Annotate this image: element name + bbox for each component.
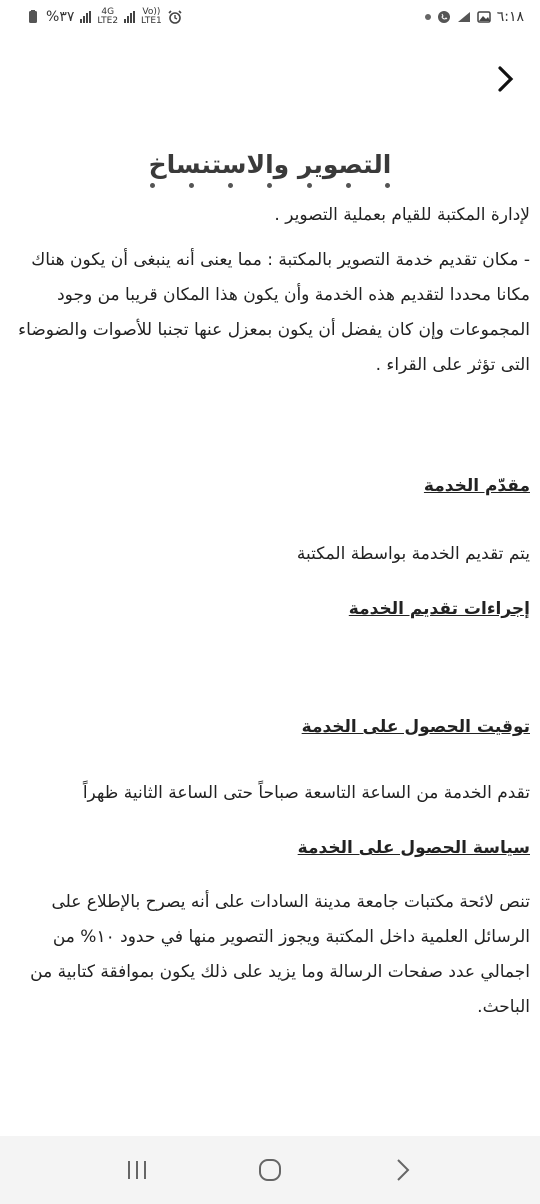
section-heading: توقيت الحصول على الخدمة bbox=[301, 717, 530, 737]
page-title: التصوير والاستنساخ bbox=[148, 150, 392, 179]
nav-recents-button[interactable] bbox=[122, 1155, 152, 1185]
recents-icon bbox=[125, 1159, 149, 1181]
paragraph: يتم تقديم الخدمة بواسطة المكتبة bbox=[296, 544, 530, 564]
section-heading: مقدّم الخدمة bbox=[423, 476, 530, 496]
chevron-right-icon bbox=[497, 65, 515, 93]
signal-bars-icon bbox=[124, 11, 135, 23]
paragraph: لإدارة المكتبة للقيام بعملية التصوير . bbox=[274, 205, 530, 225]
status-right bbox=[425, 9, 524, 25]
notification-dot-icon bbox=[425, 14, 431, 20]
battery-percent: %٣٧ bbox=[46, 9, 75, 25]
section-heading: سياسة الحصول على الخدمة bbox=[297, 838, 530, 858]
paragraph: تقدم الخدمة من الساعة التاسعة صباحاً حتى الساعة الثانية ظهراً bbox=[82, 783, 530, 803]
volte-label: Vo)) LTE1 bbox=[141, 7, 162, 26]
signal-bars-icon bbox=[80, 11, 91, 23]
back-button[interactable] bbox=[494, 64, 518, 94]
gallery-icon bbox=[477, 10, 491, 24]
nav-home-button[interactable] bbox=[255, 1155, 285, 1185]
article-content bbox=[14, 198, 530, 1025]
status-left bbox=[26, 8, 182, 26]
battery-saver-icon bbox=[26, 10, 40, 24]
title-underline-dots bbox=[150, 183, 390, 189]
whatsapp-icon bbox=[437, 10, 451, 24]
paragraph: - مكان تقديم خدمة التصوير بالمكتبة : مما يعنى أنه ينبغى أن يكون هناك مكانا محددا لتقديم هذه الخدمة وأن يكون هذا المكان قريبا من وجود المجموعات وإن كان يفضل أن يكون بمعزل عنها تجنبا للأصوات والضوضاء التى تؤثر على القراء . bbox=[18, 250, 530, 375]
nav-back-icon bbox=[395, 1158, 411, 1182]
alarm-icon bbox=[168, 10, 182, 24]
status-bar bbox=[0, 0, 540, 34]
section-heading: إجراءات تقديم الخدمة bbox=[348, 599, 530, 619]
paragraph: تنص لائحة مكتبات جامعة مدينة السادات على أنه يصرح بالإطلاع على الرسائل العلمية داخل المكتبة ويجوز التصوير منها في حدود ١٠% من اجمالي عدد صفحات الرسالة وما يزيد على ذلك يكون بموافقة كتابية من الباحث. bbox=[30, 892, 530, 1017]
signal-alt-icon bbox=[457, 10, 471, 24]
nav-back-button[interactable] bbox=[388, 1155, 418, 1185]
status-time: ٦:١٨ bbox=[496, 9, 524, 25]
home-icon bbox=[258, 1158, 282, 1182]
app-header bbox=[0, 34, 540, 134]
system-nav-bar bbox=[0, 1136, 540, 1204]
network-4g-label: 4G LTE2 bbox=[97, 7, 119, 26]
